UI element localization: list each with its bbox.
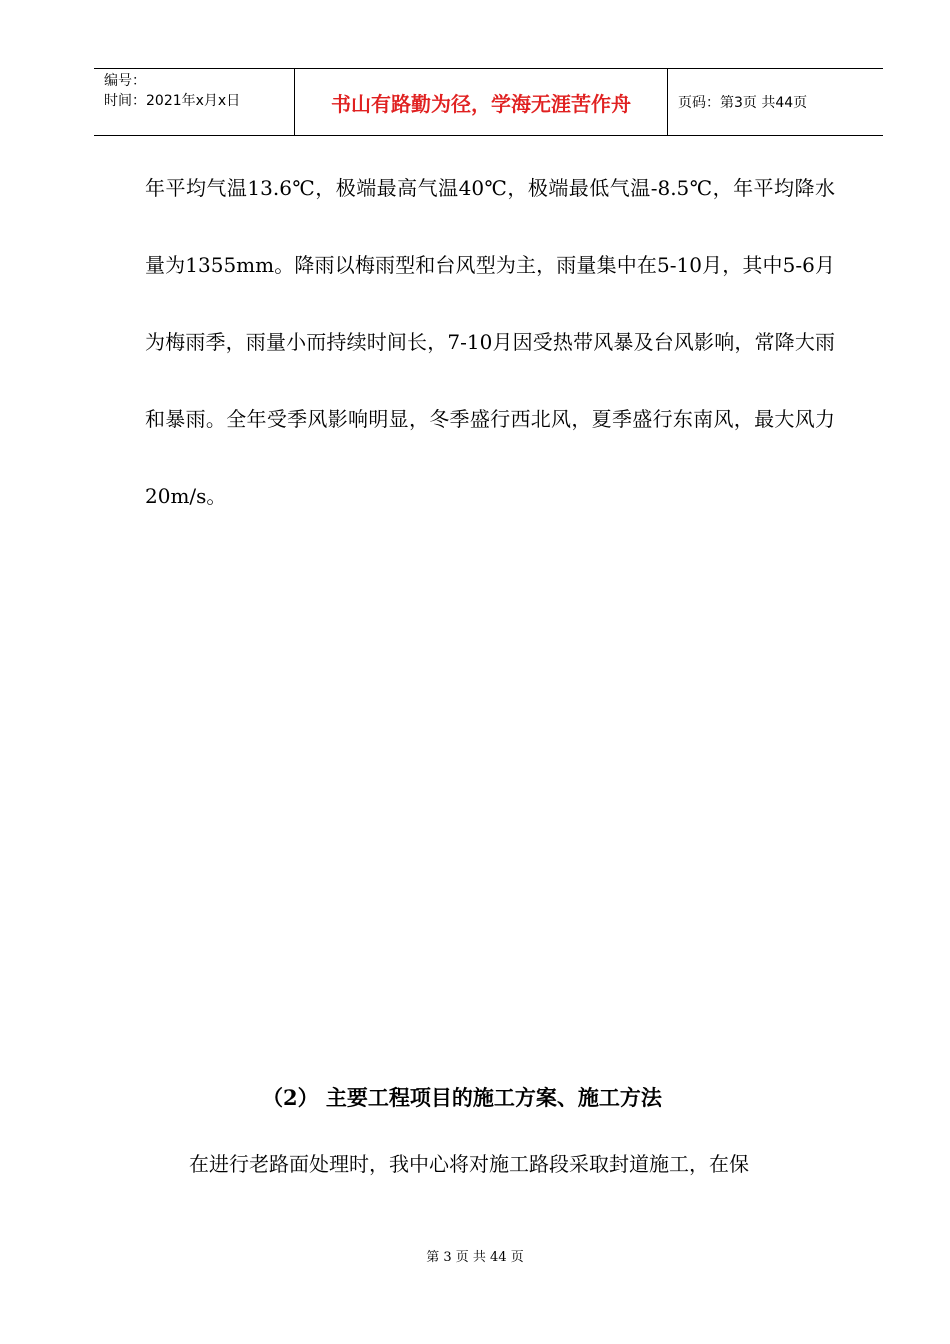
header-page-number: 页码：第3页 共44页 [678, 95, 808, 111]
page-footer: 第 3 页 共 44 页 [426, 1250, 524, 1265]
header-meta-cell [94, 69, 295, 135]
document-number-label: 编号： [104, 73, 146, 89]
page-header [94, 68, 883, 136]
header-motto: 书山有路勤为径，学海无涯苦作舟 [295, 69, 668, 135]
document-time-label: 时间：2021年x月x日 [104, 93, 241, 109]
construction-paragraph: 在进行老路面处理时，我中心将对施工路段采取封道施工，在保 [189, 1152, 749, 1176]
section-heading: （2） 主要工程项目的施工方案、施工方法 [262, 1085, 662, 1110]
climate-paragraph: 年平均气温13.6℃，极端最高气温40℃，极端最低气温-8.5℃，年平均降水量为1355mm。降雨以梅雨型和台风型为主，雨量集中在5-10月，其中5-6月为梅雨季，雨量小而持续时间长，7-10月因受热带风暴及台风影响，常降大雨和暴雨。全年受季风影响明显，冬季盛行西北风，夏季盛行东南风，最大风力20m/s。 [145, 176, 835, 508]
